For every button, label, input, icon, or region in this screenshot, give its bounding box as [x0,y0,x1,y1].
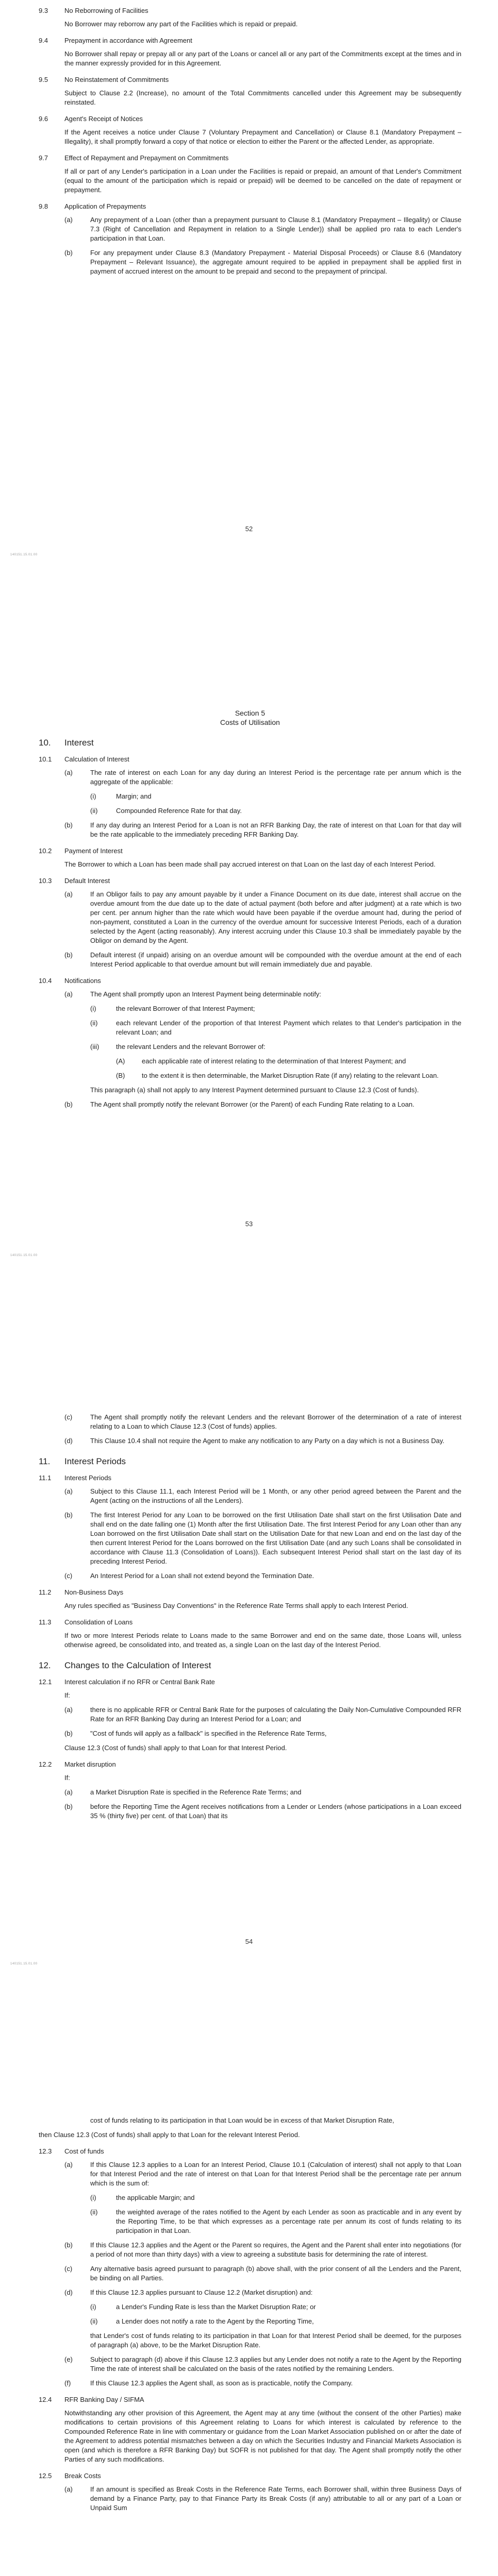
clause-heading: 9.7 Effect of Repayment and Prepayment on Commitments [39,154,229,162]
clause-subitem: (i) a Lender's Funding Rate is less than the Market Disruption Rate; or [90,2303,316,2311]
article-heading: 12. Changes to the Calculation of Interest [39,1660,211,1670]
clause-heading: 11.1 Interest Periods [39,1474,112,1482]
clause-text: If two or more Interest Periods relate to Loans made to the same Borrower and end on the same date, those Loans will, unless otherwise agreed, be consolidated into, and treated as, a single Loan on the last day of the Interest Period. [64,1632,461,1649]
clause-heading: 12.2 Market disruption [39,1760,116,1768]
clause-text: Notwithstanding any other provision of this Agreement, the Agent may at any time (without the consent of the other Parties) make modifications to certain provisions of this Agreement relating to Loans for which interest is calculated by reference to the Compounded Reference Rate in line with commentary or guidance from the Loan Market Association published on or after the date of the Agreement to address potential mismatches between a day on which the Securities Industry and Financial Markets Association is open (and which is therefore a RFR Banking Day) but SOFR is not published for that day. The Agent shall promptly notify the other Parties of any such modifications. [64,2409,461,2463]
clause-item: (d) If this Clause 12.3 applies pursuant to Clause 12.2 (Market disruption) and: [64,2289,313,2296]
clause-item: (a) If this Clause 12.3 applies to a Loan for an Interest Period, Clause 10.1 (Calculation of interest) shall not apply to that Loan for that Interest Period and the rate of interest on that Loan for that Interest Period shall be the percentage rate per annum which is the sum of: [64,2161,461,2187]
clause-item: (a) If an Obligor fails to pay any amount payable by it under a Finance Document on its due date, interest shall accrue on the overdue amount from the due date up to the date of actual payment (both before and after judgment) at a rate which is two per cent. per annum higher than the rate which would have been payable if the overdue amount had, during the period of non-payment, constituted a Loan in the currency of the overdue amount for successive Interest Periods, each of a duration selected by the Agent (acting reasonably). Any interest accruing under this Clause 10.3 shall be immediately payable by the Obligor on demand by the Agent. [64,890,461,944]
clause-heading: 10.4 Notifications [39,977,101,985]
clause-heading: 9.6 Agent's Receipt of Notices [39,115,143,123]
clause-item: (f) If this Clause 12.3 applies the Agent shall, as soon as is practicable, notify the Company. [64,2379,353,2387]
clause-item: (b) If any day during an Interest Period for a Loan is not an RFR Banking Day, the rate of interest on that Loan for that day will be the rate applicable to the immediately preceding RFR Banking Day. [64,821,461,838]
clause-text: No Borrower shall repay or prepay all or any part of the Loans or cancel all or any part of the Commitments except at the times and in the manner expressly provided for in this Agreement. [64,50,461,67]
page-body [39,1413,461,1826]
clause-item: (b) Default interest (if unpaid) arising on an overdue amount will be compounded with the overdue amount at the end of each Interest Period applicable to that overdue amount but will remain immediately due and payable. [64,951,461,968]
clause-heading: 10.1 Calculation of Interest [39,755,129,763]
clause-item: (a) The Agent shall promptly upon an Interest Payment being determinable notify: [64,990,322,998]
clause-subsubitem: (A) each applicable rate of interest relating to the determination of that Interest Payment; and [116,1057,406,1065]
clause-subitem: (ii) the weighted average of the rates notified to the Agent by each Lender as soon as practicable and in any event by the Reporting Time, to be that which expresses as a percentage rate per annum its cost of funds relating to its participation in that Loan. [90,2208,461,2234]
clause-item: (a) a Market Disruption Rate is specified in the Reference Rate Terms; and [64,1788,302,1796]
clause-item: (b) If this Clause 12.3 applies and the Agent or the Parent so requires, the Agent and the Parent shall enter into negotiations (for a period of not more than thirty days) with a view to agreeing a substitute basis for determining the rate of interest. [64,2241,461,2258]
clause-heading: 11.2 Non-Business Days [39,1588,124,1596]
clause-item: (c) Any alternative basis agreed pursuant to paragraph (b) above shall, with the prior consent of all the Lenders and the Parent, be binding on all Parties. [64,2265,461,2282]
clause-item: (c) An Interest Period for a Loan shall not extend beyond the Termination Date. [64,1572,314,1580]
clause-item: (b) "Cost of funds will apply as a fallback" is specified in the Reference Rate Terms, [64,1730,327,1737]
clause-item: (a) The rate of interest on each Loan for any day during an Interest Period is the percentage rate per annum which is the aggregate of the applicable: [64,769,461,786]
clause-subitem: (ii) a Lender does not notify a rate to the Agent by the Reporting Time, [90,2317,314,2325]
document-page [0,703,498,1406]
clause-text: Any rules specified as "Business Day Conventions" in the Reference Rate Terms shall apply to each Interest Period. [64,1602,408,1609]
section-title: Costs of Utilisation [220,718,280,726]
clause-heading: 9.5 No Reinstatement of Commitments [39,76,169,83]
clause-continuation: that Lender's cost of funds relating to its participation in that Loan for that Interest Period shall be deemed, for the purposes of paragraph (a) above, to be the Market Disruption Rate. [90,2332,461,2349]
clause-text: If all or part of any Lender's participation in a Loan under the Facilities is repaid or prepaid, an amount of that Lender's Commitment (equal to the amount of the participation which is repaid or prepaid) will be deemed to be cancelled on the date of repayment or prepayment. [64,167,461,194]
clause-item: (c) The Agent shall promptly notify the relevant Lenders and the relevant Borrower of the determination of a rate of interest relating to a Loan to which Clause 12.3 (Cost of funds) applies. [64,1413,461,1430]
clause-heading: 12.4 RFR Banking Day / SIFMA [39,2396,144,2403]
clause-item: (d) This Clause 10.4 shall not require the Agent to make any notification to any Party on a day which is not a Business Day. [64,1437,444,1445]
clause-subsubitem: (B) to the extent it is then determinable, the Market Disruption Rate (if any) relating to the relevant Loan. [116,1072,439,1079]
clause-heading: 9.4 Prepayment in accordance with Agreement [39,37,192,44]
clause-subitem: (i) the relevant Borrower of that Interest Payment; [90,1005,255,1012]
clause-continuation: Clause 12.3 (Cost of funds) shall apply to that Loan for that Interest Period. [64,1744,287,1752]
clause-heading: 10.2 Payment of Interest [39,847,123,855]
clause-item: (a) there is no applicable RFR or Central Bank Rate for the purposes of calculating the Daily Non-Cumulative Compounded RFR Rate for an RFR Banking Day during an Interest Period for a Loan; and [64,1706,461,1723]
clause-item: (b) before the Reporting Time the Agent receives notifications from a Lender or Lenders (whose participations in a Loan exceed 35 % (thirty five) per cent. of that Loan) that its [64,1803,461,1820]
clause-heading: 11.3 Consolidation of Loans [39,1618,133,1626]
clause-heading: 9.3 No Reborrowing of Facilities [39,7,148,14]
clause-item: (e) Subject to paragraph (d) above if this Clause 12.3 applies but any Lender does not notify a rate to the Agent by the Reporting Time the rate of interest shall be calculated on the basis of the rates notified by the remaining Lenders. [64,2355,461,2372]
document-reference: 140151.15.01.00 [10,553,38,556]
clause-item: (a) Any prepayment of a Loan (other than a prepayment pursuant to Clause 8.1 (Mandatory Prepayment – Illegality) or Clause 7.3 (Right of Cancellation and Repayment in relation to a Single Lender)) shall be applied pro rata to each Lender's participation in that Loan. [64,216,461,242]
clause-continuation: This paragraph (a) shall not apply to any Interest Payment determined pursuant to Clause 12.3 (Cost of funds). [90,1086,419,1094]
clause-heading: 9.8 Application of Prepayments [39,202,146,210]
clause-heading: 12.3 Cost of funds [39,2147,104,2155]
clause-subitem: (i) the applicable Margin; and [90,2194,195,2201]
document-page [0,2110,498,2576]
clause-continuation: then Clause 12.3 (Cost of funds) shall apply to that Loan for the relevant Interest Period. [39,2131,300,2139]
clause-subitem: (iii) the relevant Lenders and the relevant Borrower of: [90,1043,265,1050]
clause-heading: 12.1 Interest calculation if no RFR or Central Bank Rate [39,1678,215,1686]
clause-subitem: (ii) Compounded Reference Rate for that day. [90,807,242,815]
clause-heading: 10.3 Default Interest [39,877,110,885]
page-number: 54 [245,1938,253,1945]
clause-item: (a) Subject to this Clause 11.1, each Interest Period will be 1 Month, or any other period agreed between the Parent and the Agent (acting on the instructions of all the Lenders). [64,1487,461,1504]
clause-lead: If: [64,1691,70,1699]
clause-subitem: (i) Margin; and [90,792,152,800]
page-body [39,6,461,281]
document-reference: 140151.15.01.00 [10,1254,38,1257]
clause-item: (b) The Agent shall promptly notify the relevant Borrower (or the Parent) of each Funding Rate relating to a Loan. [64,1100,414,1108]
page-number: 53 [245,1220,253,1228]
clause-lead: If: [64,1774,70,1782]
document-page [0,1406,498,2110]
document-page [0,0,498,703]
clause-item: (a) If an amount is specified as Break Costs in the Reference Rate Terms, each Borrower shall, within three Business Days of demand by a Finance Party, pay to that Finance Party its Break Costs (if any) attributable to all or any part of a Loan or Unpaid Sum [64,2485,461,2512]
page-body [39,2116,461,2518]
clause-continuation: cost of funds relating to its participation in that Loan would be in excess of that Market Disruption Rate, [90,2116,394,2124]
clause-heading: 12.5 Break Costs [39,2472,101,2480]
article-heading: 11. Interest Periods [39,1456,126,1466]
document-reference: 140151.15.01.00 [10,1962,38,1965]
clause-subitem: (ii) each relevant Lender of the proportion of that Interest Payment which relates to that Lender's participation in the relevant Loan; and [90,1019,461,1036]
clause-text: If the Agent receives a notice under Clause 7 (Voluntary Prepayment and Cancellation) or Clause 8.1 (Mandatory Prepayment – Illegality), it shall promptly forward a copy of that notice or election to either the Parent or the affected Lender, as appropriate. [64,128,461,145]
clause-item: (b) For any prepayment under Clause 8.3 (Mandatory Prepayment - Material Disposal Proceeds) or Clause 8.6 (Mandatory Prepayment – Relevant Issuance), the aggregate amount required to be applied in prepayment shall be applied first in payment of accrued interest on the amount to be prepaid and second to the prepayment of principal. [64,249,461,275]
section-label: Section 5 [235,709,265,717]
clause-item: (b) The first Interest Period for any Loan to be borrowed on the first Utilisation Date shall start on the first Utilisation Date and shall end on the date falling one (1) Month after the first Utilisation Date. The first Interest Period for any Loan other than any Loan borrowed on the first Utilisation Date shall start on the Utilisation Date for that new Loan and end on the last day of the then current Interest Period for the Loans borrowed on the first Utilisation Date (and any such Loans shall be consolidated in accordance with Clause 11.3 (Consolidation of Loans)). Each subsequent Interest Period shall start on the last day of its preceding Interest Period. [64,1511,461,1565]
clause-text: The Borrower to which a Loan has been made shall pay accrued interest on that Loan on the last day of each Interest Period. [64,860,436,868]
clause-text: Subject to Clause 2.2 (Increase), no amount of the Total Commitments cancelled under this Agreement may be subsequently reinstated. [64,89,461,106]
article-heading: 10. Interest [39,738,94,748]
clause-text: No Borrower may reborrow any part of the Facilities which is repaid or prepaid. [64,20,298,28]
page-number: 52 [245,525,253,533]
page-body [39,708,461,1114]
